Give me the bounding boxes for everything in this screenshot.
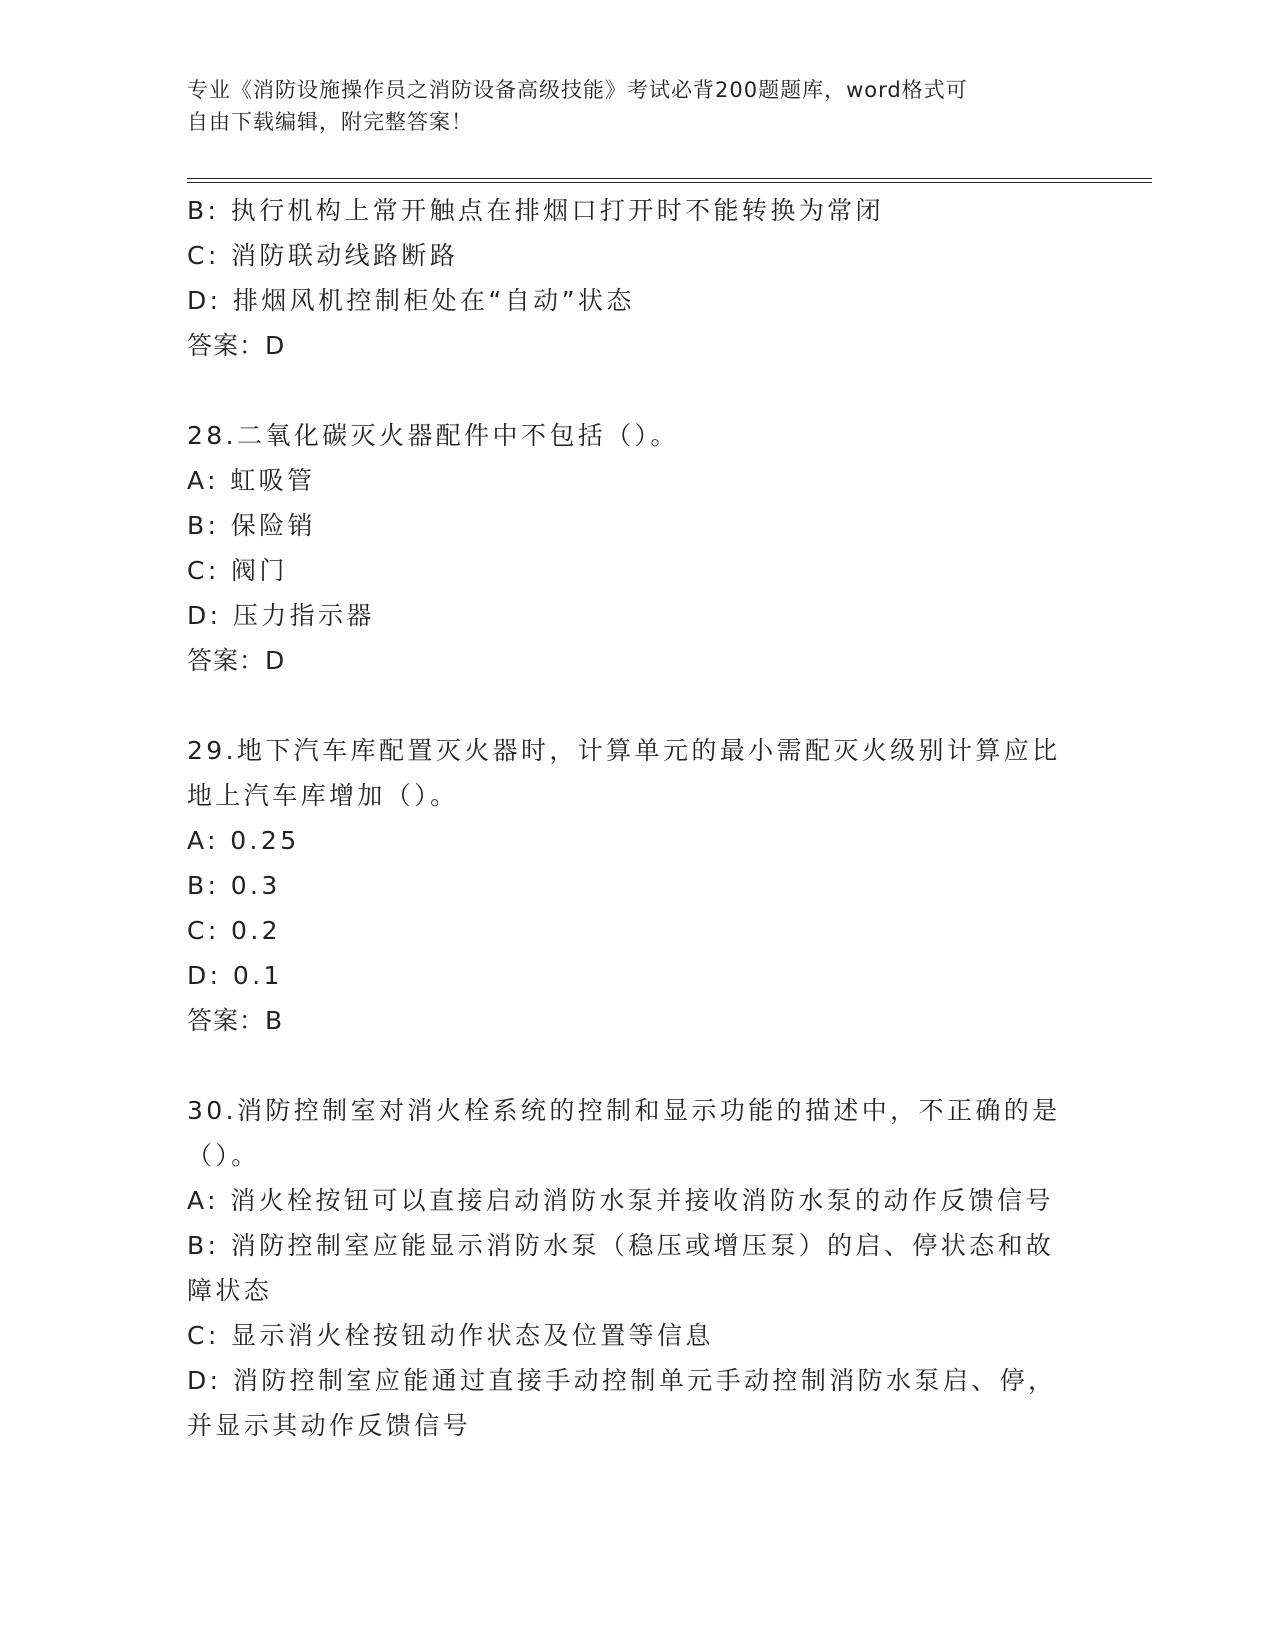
- option-b: B: 保险销: [187, 511, 316, 540]
- spacer: [187, 368, 1067, 413]
- option-d: D: 0.1: [187, 961, 283, 990]
- spacer: [187, 683, 1067, 728]
- answer: 答案：D: [187, 331, 286, 360]
- option-b: B: 0.3: [187, 871, 281, 900]
- option-d: D: 排烟风机控制柜处在“自动”状态: [187, 286, 635, 315]
- header-rule-top: [187, 178, 1152, 179]
- page-header: [187, 74, 1067, 138]
- spacer: [187, 1043, 1067, 1088]
- question-28: [187, 413, 1067, 683]
- option-c: C: 显示消火栓按钮动作状态及位置等信息: [187, 1321, 714, 1350]
- question-27: [187, 188, 1067, 368]
- question-text-line-2: （）。: [187, 1141, 260, 1170]
- answer: 答案：B: [187, 1006, 284, 1035]
- option-b: B: 执行机构上常开触点在排烟口打开时不能转换为常闭: [187, 196, 884, 225]
- question-29: [187, 728, 1067, 1043]
- header-rule-bottom: [187, 182, 1152, 183]
- question-list: [187, 188, 1067, 1448]
- option-d-line-1: D: 消防控制室应能通过直接手动控制单元手动控制消防水泵启、停，: [187, 1366, 1057, 1395]
- question-30: [187, 1088, 1067, 1448]
- option-a: A: 虹吸管: [187, 466, 316, 495]
- option-c: C: 0.2: [187, 916, 281, 945]
- option-d-line-2: 并显示其动作反馈信号: [187, 1411, 472, 1440]
- option-b-line-1: B: 消防控制室应能显示消防水泵（稳压或增压泵）的启、停状态和故: [187, 1231, 1055, 1260]
- question-text: 28.二氧化碳灭火器配件中不包括（）。: [187, 421, 679, 450]
- option-c: C: 消防联动线路断路: [187, 241, 459, 270]
- option-a: A: 0.25: [187, 826, 300, 855]
- question-text-line-2: 地上汽车库增加（）。: [187, 781, 459, 810]
- header-line-1: 专业《消防设施操作员之消防设备高级技能》考试必背200题题库，word格式可: [187, 78, 968, 102]
- option-a: A: 消火栓按钮可以直接启动消防水泵并接收消防水泵的动作反馈信号: [187, 1186, 1054, 1215]
- option-b-line-2: 障状态: [187, 1276, 273, 1305]
- answer: 答案：D: [187, 646, 286, 675]
- question-text-line-1: 29.地下汽车库配置灭火器时，计算单元的最小需配灭火级别计算应比: [187, 736, 1061, 765]
- option-c: C: 阀门: [187, 556, 288, 585]
- header-line-2: 自由下载编辑，附完整答案！: [187, 110, 473, 134]
- option-d: D: 压力指示器: [187, 601, 375, 630]
- question-text-line-1: 30.消防控制室对消火栓系统的控制和显示功能的描述中，不正确的是: [187, 1096, 1061, 1125]
